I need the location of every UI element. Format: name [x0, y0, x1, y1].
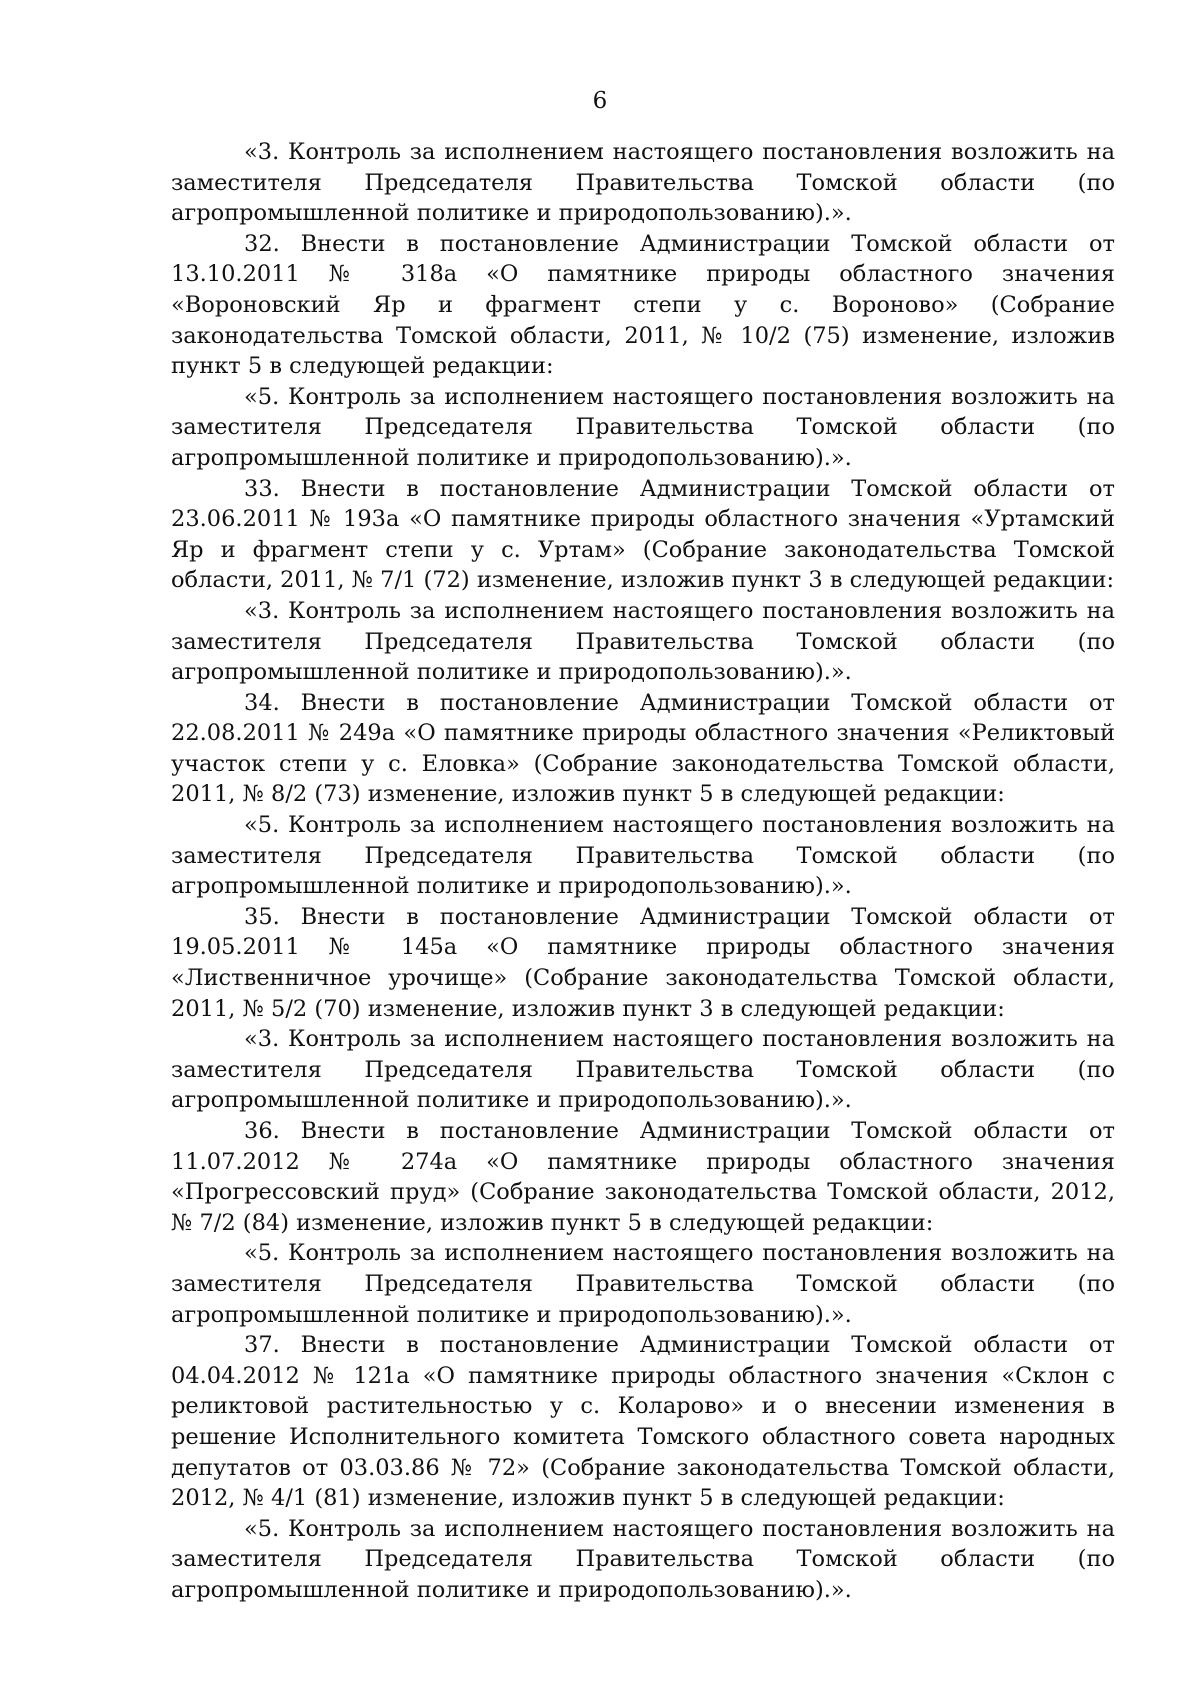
amendment-item-36: 36. Внести в постановление Администрации Томской области от 11.07.2012 № 274а «О памятнике природы областного значения «Прогрессовский пруд» (Собрание законодательства Томской области, 2012, № 7/2 (84) изменение, изложив пункт 5 в следующей редакции: [171, 1118, 1115, 1236]
amendment-item-32: 32. Внести в постановление Администрации Томской области от 13.10.2011 № 318а «О памятнике природы областного значения «Вороновский Яр и фрагмент степи у с. Вороново» (Собрание законодательства Томской области, 2011, № 10/2 (75) изменение, изложив пункт 5 в следующей редакции: [171, 230, 1115, 380]
amendment-item-35: 35. Внести в постановление Администрации Томской области от 19.05.2011 № 145а «О памятнике природы областного значения «Лиственничное урочище» (Собрание законодательства Томской области, 2011, № 5/2 (70) изменение, изложив пункт 3 в следующей редакции: [171, 903, 1115, 1022]
quoted-clause-5: «5. Контроль за исполнением настоящего постановления возложить на заместителя Председателя Правительства Томской области (по агропромышленной политике и природопользованию).». [171, 1515, 1115, 1603]
document-body [171, 137, 1115, 1606]
quoted-clause-3: «3. Контроль за исполнением настоящего постановления возложить на заместителя Председателя Правительства Томской области (по агропромышленной политике и природопользованию).». [171, 597, 1115, 686]
amendment-item-33: 33. Внести в постановление Администрации Томской области от 23.06.2011 № 193а «О памятнике природы областного значения «Уртамский Яр и фрагмент степи у с. Уртам» (Собрание законодательства Томской области, 2011, № 7/1 (72) изменение, изложив пункт 3 в следующей редакции: [171, 475, 1115, 594]
quoted-clause-3: «3. Контроль за исполнением настоящего постановления возложить на заместителя Председателя Правительства Томской области (по агропромышленной политике и природопользованию).». [171, 1026, 1115, 1114]
quoted-clause-5: «5. Контроль за исполнением настоящего постановления возложить на заместителя Председателя Правительства Томской области (по агропромышленной политике и природопользованию).». [171, 1240, 1115, 1328]
amendment-item-37: 37. Внести в постановление Администрации Томской области от 04.04.2012 № 121а «О памятнике природы областного значения «Склон с реликтовой растительностью у с. Коларово» и о внесении изменения в решение Исполнительного комитета Томского областного совета народных депутатов от 03.03.86 № 72» (Собрание законодательства Томской области, 2012, № 4/1 (81) изменение, изложив пункт 5 в следующей редакции: [171, 1332, 1115, 1512]
quoted-clause-5: «5. Контроль за исполнением настоящего постановления возложить на заместителя Председателя Правительства Томской области (по агропромышленной политике и природопользованию).». [171, 812, 1115, 900]
page-number: 6 [592, 88, 608, 114]
quoted-clause-3: «3. Контроль за исполнением настоящего постановления возложить на заместителя Председателя Правительства Томской области (по агропромышленной политике и природопользованию).». [171, 139, 1115, 227]
amendment-item-34: 34. Внести в постановление Администрации Томской области от 22.08.2011 № 249а «О памятнике природы областного значения «Реликтовый участок степи у с. Еловка» (Собрание законодательства Томской области, 2011, № 8/2 (73) изменение, изложив пункт 5 в следующей редакции: [171, 689, 1115, 808]
quoted-clause-5: «5. Контроль за исполнением настоящего постановления возложить на заместителя Председателя Правительства Томской области (по агропромышленной политике и природопользованию).». [171, 383, 1115, 471]
